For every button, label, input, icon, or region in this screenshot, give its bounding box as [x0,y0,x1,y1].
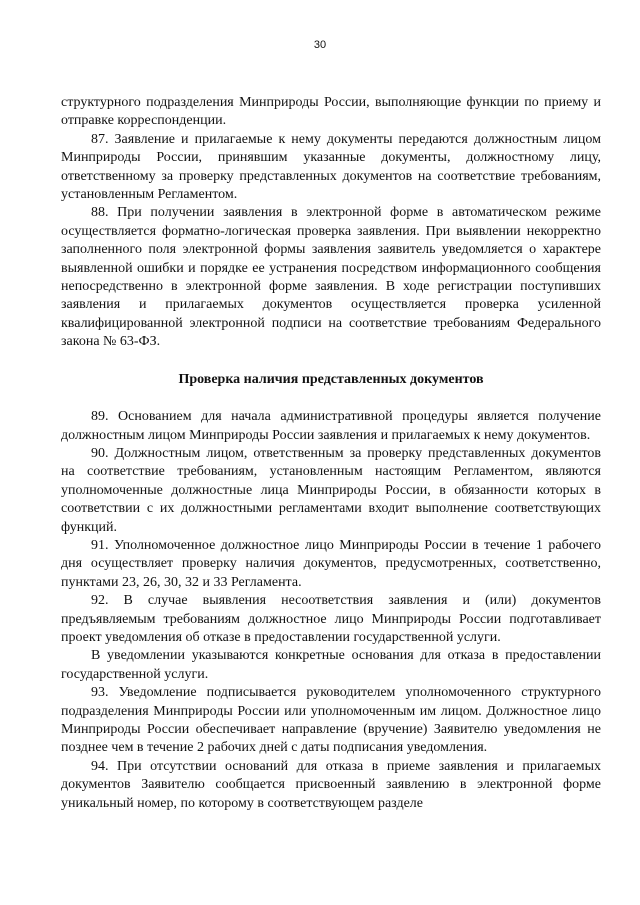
paragraph-92-notice: В уведомлении указываются конкретные основания для отказа в предоставлении государственной услуги. [61,648,601,682]
paragraph-continuation: структурного подразделения Минприроды России, выполняющие функции по приему и отправке корреспонденции. [61,95,601,129]
paragraph-88: 88. При получении заявления в электронной форме в автоматическом режиме осуществляется форматно-логическая проверка заявления. При выявлении некорректно заполненного поля электронной формы заявления заявитель уведомляется о характере выявленной ошибки и порядке ее устранения посредством информационного сообщения непосредственно в электронной форме заявления. В ходе регистрации поступивших заявления и прилагаемых документов осуществляется проверка усиленной квалифицированной электронной подписи на соответствие требованиям Федерального закона № 63-ФЗ. [61,205,601,350]
paragraph-89: 89. Основанием для начала административной процедуры является получение должностным лицом Минприроды России заявления и прилагаемых к нему документов. [61,409,601,443]
paragraph-91: 91. Уполномоченное должностное лицо Минприроды России в течение 1 рабочего дня осуществляет проверку наличия документов, предусмотренных, соответственно, пунктами 23, 26, 30, 32 и 33 Регламента. [61,537,601,590]
document-body [61,94,601,813]
page-number: 30 [313,39,327,51]
paragraph-93: 93. Уведомление подписывается руководителем уполномоченного структурного подразделения Минприроды России или уполномоченным им лицом. Должностное лицо Минприроды России обеспечивает направление (вручение) Заявителю уведомления не позднее чем в течение 2 рабочих дней с даты подписания уведомления. [61,685,601,756]
paragraph-92: 92. В случае выявления несоответствия заявления и (или) документов предъявляемым требованиям должностное лицо Минприроды России подготавливает проект уведомления об отказе в предоставлении государственной услуги. [61,593,601,645]
paragraph-94: 94. При отсутствии оснований для отказа в приеме заявления и прилагаемых документов Заявителю сообщается присвоенный заявлению в электронной форме уникальный номер, по которому в соответствующем разделе [61,758,601,811]
section-heading: Проверка наличия представленных документов [178,371,484,387]
paragraph-87: 87. Заявление и прилагаемые к нему документы передаются должностным лицом Минприроды России, принявшим указанные документы, должностному лицу, ответственному за проверку представленных документов на соответствие требованиям, установленным Регламентом. [61,131,601,203]
paragraph-90: 90. Должностным лицом, ответственным за проверку представленных документов на соответствие требованиям, установленным настоящим Регламентом, являются уполномоченные должностные лица Минприроды России, в обязанности которых в соответствии с их должностными регламентами входит выполнение соответствующих функций. [61,445,601,535]
